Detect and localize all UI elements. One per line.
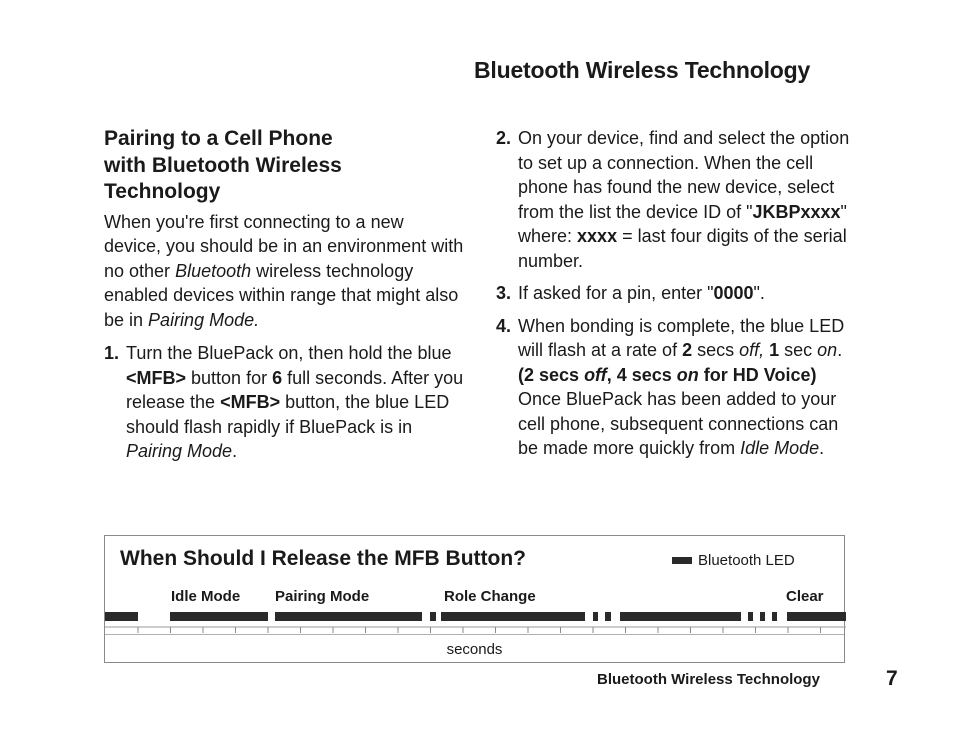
step-number: 4. [496, 315, 512, 336]
step-text: " where: [518, 201, 847, 246]
led-on-segment [760, 612, 765, 621]
step-text: Turn the BluePack on, then hold the blue [126, 343, 452, 363]
section-title [104, 126, 464, 206]
step-bold: <MFB> [126, 367, 187, 388]
step-italic: Idle Mode [740, 438, 820, 458]
step-bold: (2 secs [518, 364, 585, 385]
step-bold-italic: on [676, 364, 699, 385]
phase-role-change: Role Change [444, 588, 536, 605]
led-on-segment [787, 612, 846, 621]
step-text: sec [779, 340, 818, 360]
step-text: Once BluePack has been added to your cell phone, subsequent connections can be made more quickly from [518, 389, 839, 458]
step-italic: Pairing Mode [126, 441, 233, 461]
step-number: 3. [496, 283, 512, 303]
step-4 [496, 314, 856, 461]
led-bars [105, 612, 846, 621]
step-text: . [837, 340, 843, 360]
time-ticks [105, 627, 846, 633]
step-2 [496, 126, 856, 273]
step-bold: , 4 secs [606, 364, 677, 385]
led-on-segment [748, 612, 753, 621]
step-number: 1. [104, 343, 120, 363]
step-italic: off, [739, 340, 765, 360]
intro-paragraph [104, 210, 464, 333]
step-bold: 2 [682, 340, 693, 360]
intro-text-1: When you're first connecting to a new device, you should be in an environment with no other [104, 211, 464, 281]
step-number: 2. [496, 128, 512, 148]
led-on-segment [275, 612, 422, 621]
mfb-diagram [104, 535, 845, 663]
led-on-segment [772, 612, 777, 621]
step-bold: 6 [272, 367, 283, 388]
intro-italic-bluetooth: Bluetooth [175, 260, 252, 281]
page-header-title: Bluetooth Wireless Technology [474, 57, 811, 83]
step-3 [496, 281, 856, 306]
step-text: full seconds. After you release the [126, 367, 464, 412]
led-legend-swatch [672, 557, 692, 564]
right-column [496, 126, 856, 461]
step-bold-italic: off [584, 364, 607, 385]
footer-section-label: Bluetooth Wireless Technology [597, 671, 820, 688]
left-column [104, 126, 464, 464]
step-text: secs [692, 340, 740, 360]
step-text: ". [753, 283, 765, 303]
step-bold: for HD Voice) [698, 364, 817, 385]
phase-idle-mode: Idle Mode [171, 588, 241, 605]
led-on-segment [593, 612, 598, 621]
led-on-segment [430, 612, 436, 621]
step-text: On your device, find and select the option to set up a connection. When the cell phone has found the new device, select from the list the device ID of " [518, 128, 850, 222]
step-bold: <MFB> [220, 392, 281, 412]
led-on-segment [105, 612, 138, 621]
led-on-segment [605, 612, 611, 621]
led-on-segment [620, 612, 741, 621]
step-bold: JKBPxxxx [752, 201, 841, 222]
phase-clear: Clear [786, 588, 824, 605]
step-text: . [232, 441, 238, 461]
led-on-segment [441, 612, 585, 621]
step-text: = last four digits of the serial number. [518, 226, 847, 271]
led-legend [672, 552, 795, 569]
led-timeline [105, 612, 846, 634]
led-on-segment [170, 612, 268, 621]
intro-italic-pairing-mode: Pairing Mode. [148, 309, 260, 330]
step-1 [104, 341, 464, 464]
mfb-diagram-title: When Should I Release the MFB Button? [120, 547, 526, 570]
step-text: button for [186, 367, 273, 388]
section-title-line-3: Technology [104, 180, 221, 203]
step-text: button, the blue LED should flash rapidly if BluePack is in [126, 392, 450, 437]
page-number: 7 [886, 667, 898, 690]
step-bold: 0000 [713, 283, 754, 303]
axis-divider [105, 634, 844, 635]
step-text: . [819, 438, 825, 458]
section-title-line-1: Pairing to a Cell Phone [104, 127, 333, 150]
step-italic: on [817, 340, 838, 360]
phase-pairing-mode: Pairing Mode [275, 588, 370, 605]
intro-text-2: wireless technology enabled devices within range that might also be in [104, 260, 459, 330]
step-bold: xxxx [577, 226, 618, 246]
step-text: When bonding is complete, the blue LED will flash at a rate of [518, 315, 845, 360]
section-title-line-2: with Bluetooth Wireless [104, 153, 342, 177]
axis-label-seconds: seconds [446, 641, 503, 658]
step-bold: 1 [769, 340, 780, 360]
led-legend-label: Bluetooth LED [698, 552, 795, 569]
step-text: If asked for a pin, enter " [518, 283, 714, 303]
